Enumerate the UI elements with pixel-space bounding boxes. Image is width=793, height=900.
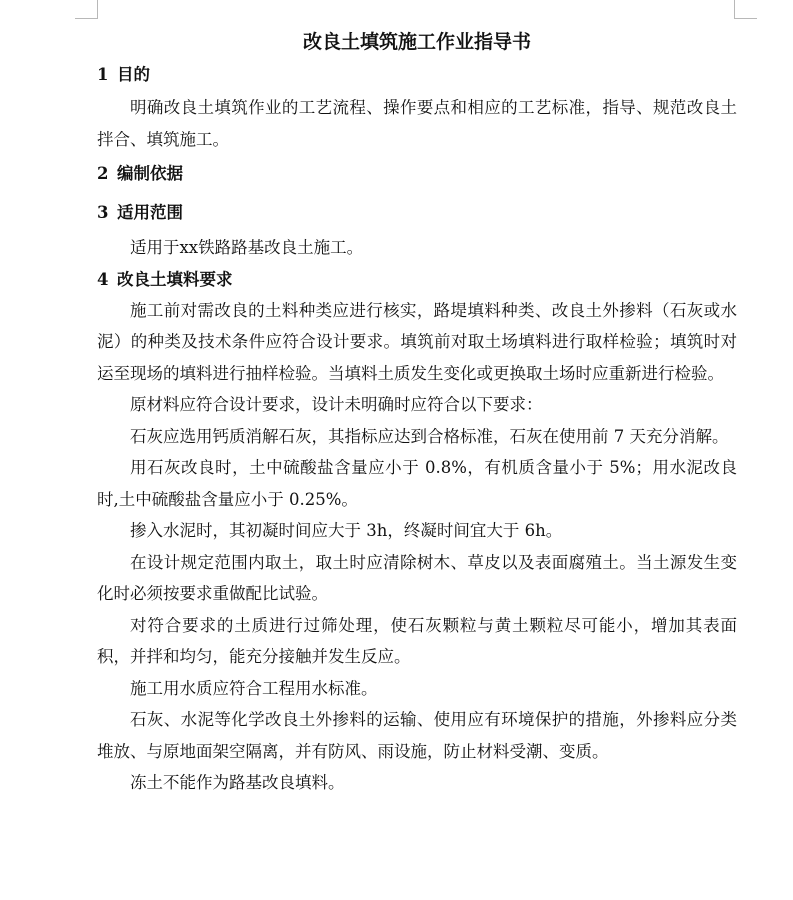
section-3-heading <box>97 194 737 232</box>
section-2-heading <box>97 155 737 193</box>
section-number: 1 <box>97 65 109 84</box>
section-heading-text: 适用范围 <box>117 203 183 222</box>
section-4-heading <box>97 264 737 295</box>
section-number: 4 <box>97 269 109 289</box>
document-page <box>97 26 737 799</box>
paragraph: 用石灰改良时，土中硫酸盐含量应小于 0.8%，有机质含量小于 5%；用水泥改良时,土中硫酸盐含量应小于 0.25%。 <box>97 458 737 509</box>
section-heading-text: 改良土填料要求 <box>117 269 233 289</box>
paragraph: 在设计规定范围内取土，取土时应清除树木、草皮以及表面腐殖土。当土源发生变化时必须按要求重做配比试验。 <box>97 552 737 603</box>
paragraph: 石灰应选用钙质消解石灰，其指标应达到合格标准，石灰在使用前 7 天充分消解。 <box>130 426 729 446</box>
paragraph: 石灰、水泥等化学改良土外掺料的运输、使用应有环境保护的措施，外掺料应分类堆放、与原地面架空隔离，并有防风、雨设施，防止材料受潮、变质。 <box>97 710 737 761</box>
section-number: 2 <box>97 164 109 183</box>
paragraph: 冻土不能作为路基改良填料。 <box>130 773 345 792</box>
paragraph: 施工前对需改良的土料种类应进行核实，路堤填料种类、改良土外掺料（石灰或水泥）的种类及技术条件应符合设计要求。填筑前对取土场填料进行取样检验；填筑时对运至现场的填料进行抽样检验。当填料土质发生变化或更换取土场时应重新进行检验。 <box>97 300 737 383</box>
section-number: 3 <box>97 203 109 222</box>
page-corner-mark-right <box>734 0 757 19</box>
paragraph: 原材料应符合设计要求，设计未明确时应符合以下要求： <box>130 395 543 414</box>
paragraph: 掺入水泥时，其初凝时间应大于 3h，终凝时间宜大于 6h。 <box>130 521 563 540</box>
section-heading-text: 编制依据 <box>117 164 183 183</box>
paragraph: 适用于xx铁路路基改良土施工。 <box>130 238 364 257</box>
paragraph: 施工用水质应符合工程用水标准。 <box>130 678 378 698</box>
section-1-heading <box>97 58 737 92</box>
page-corner-mark-left <box>75 0 98 19</box>
paragraph: 明确改良土填筑作业的工艺流程、操作要点和相应的工艺标准，指导、规范改良土拌合、填筑施工。 <box>97 98 737 149</box>
document-title: 改良土填筑施工作业指导书 <box>302 31 531 53</box>
section-heading-text: 目的 <box>117 65 150 84</box>
paragraph: 对符合要求的土质进行过筛处理，使石灰颗粒与黄土颗粒尽可能小，增加其表面积，并拌和均匀，能充分接触并发生反应。 <box>97 615 737 666</box>
